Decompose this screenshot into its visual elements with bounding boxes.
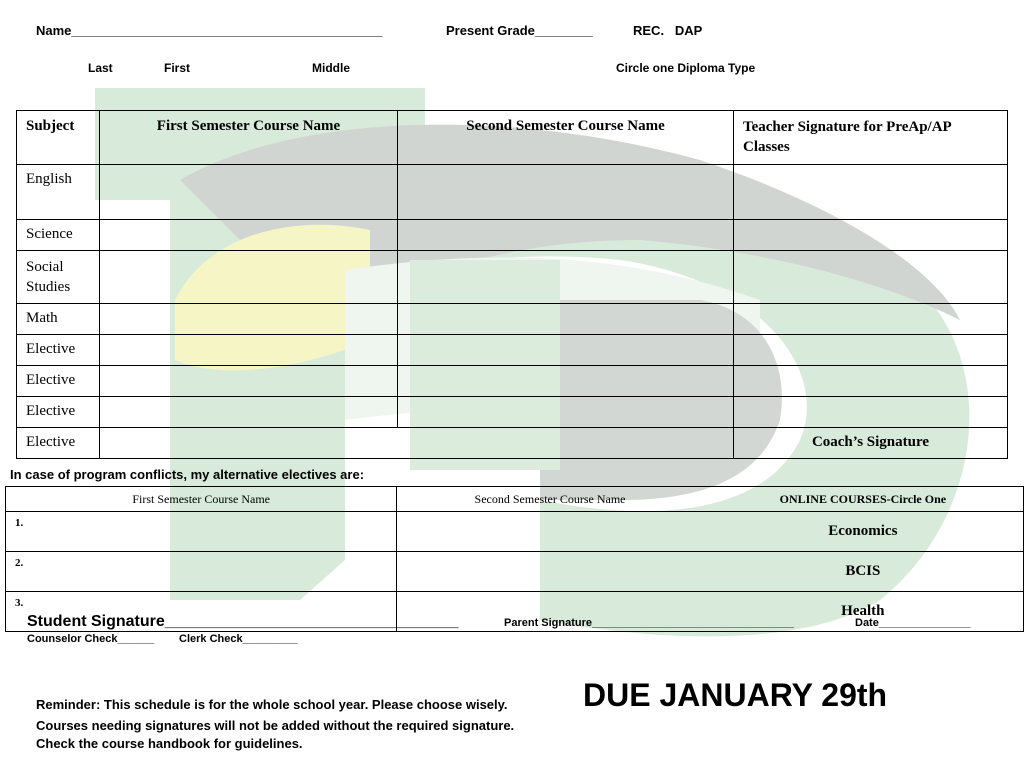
header-subject: Subject <box>17 111 100 165</box>
table-row <box>17 397 1008 428</box>
online-course-bcis[interactable]: BCIS <box>703 552 1024 592</box>
second-semester-cell[interactable] <box>398 335 734 366</box>
second-semester-cell[interactable] <box>398 304 734 335</box>
header-first-semester: First Semester Course Name <box>99 111 397 165</box>
teacher-signature-cell[interactable] <box>733 397 1007 428</box>
first-semester-cell[interactable] <box>99 397 397 428</box>
subject-cell: Science <box>17 220 100 251</box>
teacher-signature-cell[interactable] <box>733 220 1007 251</box>
first-semester-cell[interactable] <box>99 220 397 251</box>
teacher-signature-cell[interactable] <box>733 251 1007 304</box>
teacher-signature-cell[interactable] <box>733 366 1007 397</box>
header-second-semester: Second Semester Course Name <box>398 111 734 165</box>
header-teacher-signature-text: Teacher Signature for PreAp/AP Classes <box>742 119 951 155</box>
table-row <box>17 220 1008 251</box>
subject-cell: Elective <box>17 335 100 366</box>
alternatives-label: In case of program conflicts, my alternative electives are: <box>10 467 365 482</box>
table-row <box>17 428 1008 459</box>
student-signature-line[interactable]: Student Signature_________________________________ <box>27 613 459 630</box>
second-semester-cell[interactable] <box>398 397 734 428</box>
parent-signature-line[interactable]: Parent Signature_________________________________ <box>504 617 794 629</box>
subject-cell: Elective <box>17 397 100 428</box>
handbook-text: Check the course handbook for guidelines. <box>36 736 303 751</box>
coach-signature-cell[interactable] <box>733 428 1007 459</box>
second-semester-cell[interactable] <box>398 366 734 397</box>
diploma-type-options[interactable]: REC. DAP <box>633 23 703 38</box>
subject-cell: English <box>17 165 100 220</box>
first-semester-cell[interactable] <box>99 335 397 366</box>
table-row <box>6 512 1024 552</box>
online-course-economics[interactable]: Economics <box>703 512 1024 552</box>
first-name-caption: First <box>164 61 191 75</box>
table-row <box>17 251 1008 304</box>
teacher-signature-cell[interactable] <box>733 335 1007 366</box>
alternative-electives-table <box>5 486 1024 632</box>
middle-name-caption: Middle <box>312 61 350 75</box>
date-line[interactable]: Date_______________ <box>855 617 971 629</box>
alt-second-cell[interactable] <box>397 512 703 552</box>
alt-number[interactable]: 3. <box>6 592 397 632</box>
table-row <box>17 335 1008 366</box>
first-semester-cell[interactable] <box>99 165 397 220</box>
teacher-signature-cell[interactable] <box>733 165 1007 220</box>
diploma-type-caption: Circle one Diploma Type <box>616 61 756 75</box>
coach-signature-label: Coach’s Signature <box>811 434 930 450</box>
subject-cell: Elective <box>17 366 100 397</box>
subject-social-studies: Social Studies <box>26 259 71 295</box>
signature-requirement-text: Courses needing signatures will not be added without the required signature. <box>36 718 515 733</box>
second-semester-cell[interactable] <box>398 220 734 251</box>
clerk-check-line[interactable]: Clerk Check_________ <box>179 633 298 645</box>
teacher-signature-cell[interactable] <box>733 304 1007 335</box>
first-semester-cell[interactable] <box>99 304 397 335</box>
counselor-check-line[interactable]: Counselor Check______ <box>27 633 155 645</box>
reminder-text: Reminder: This schedule is for the whole school year. Please choose wisely. <box>36 697 508 712</box>
subject-cell <box>17 251 100 304</box>
header-teacher-signature <box>733 111 1007 165</box>
table-row <box>17 304 1008 335</box>
alt-header-online: ONLINE COURSES-Circle One <box>703 487 1024 512</box>
subject-cell: Math <box>17 304 100 335</box>
online-course-health[interactable]: Health <box>703 592 1024 632</box>
first-semester-cell[interactable] <box>99 366 397 397</box>
first-semester-cell[interactable] <box>99 251 397 304</box>
present-grade-label: Present Grade________ <box>446 23 593 38</box>
course-selection-table <box>16 110 1008 459</box>
last-name-caption: Last <box>88 61 113 75</box>
table-row <box>6 552 1024 592</box>
alt-second-cell[interactable] <box>397 552 703 592</box>
second-semester-cell[interactable] <box>398 251 734 304</box>
table-row <box>17 366 1008 397</box>
alt-header-first: First Semester Course Name <box>6 487 397 512</box>
alt-number[interactable]: 2. <box>6 552 397 592</box>
alt-header-second: Second Semester Course Name <box>397 487 703 512</box>
table-row <box>17 165 1008 220</box>
second-semester-cell[interactable] <box>398 165 734 220</box>
alt-number[interactable]: 1. <box>6 512 397 552</box>
name-field-label: Name___________________________________________ <box>36 23 383 38</box>
subject-cell: Elective <box>17 428 100 459</box>
due-date-heading: DUE JANUARY 29th <box>583 677 888 713</box>
elective-merged-cell[interactable] <box>99 428 733 459</box>
